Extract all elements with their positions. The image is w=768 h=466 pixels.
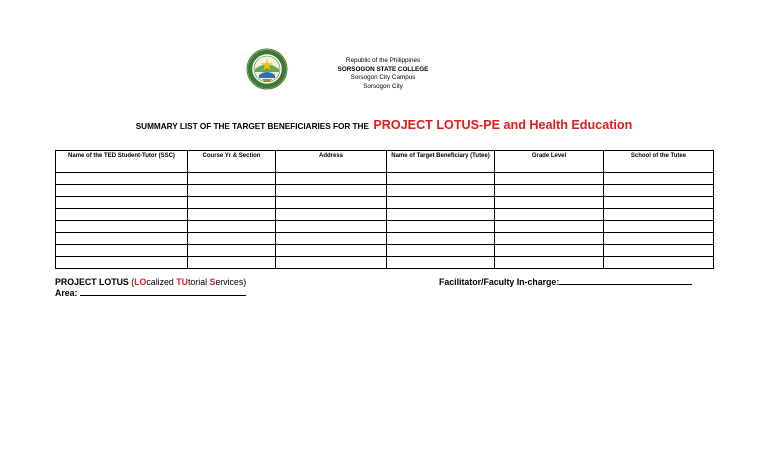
column-header-address: Address	[276, 151, 387, 173]
beneficiaries-table	[55, 150, 714, 269]
table-cell[interactable]	[495, 245, 604, 257]
project-line	[55, 277, 246, 288]
table-cell[interactable]	[604, 209, 714, 221]
page-title	[0, 116, 768, 134]
table-row	[56, 173, 714, 185]
table-row	[56, 197, 714, 209]
table-cell[interactable]	[387, 197, 495, 209]
table-cell[interactable]	[495, 209, 604, 221]
table-cell[interactable]	[188, 245, 276, 257]
table-cell[interactable]	[56, 257, 188, 269]
area-blank-line[interactable]	[80, 295, 246, 296]
table-cell[interactable]	[495, 233, 604, 245]
table-row	[56, 257, 714, 269]
paren-open: (	[128, 277, 135, 287]
table-cell[interactable]	[276, 209, 387, 221]
table-cell[interactable]	[604, 257, 714, 269]
table-row	[56, 185, 714, 197]
city-line: Sorsogon City	[363, 82, 403, 90]
table-cell[interactable]	[387, 221, 495, 233]
table-cell[interactable]	[276, 197, 387, 209]
acronym-tu: TU	[176, 277, 188, 287]
table-cell[interactable]	[604, 185, 714, 197]
table-cell[interactable]	[387, 245, 495, 257]
table-cell[interactable]	[56, 173, 188, 185]
column-header-course: Course Yr & Section	[188, 151, 276, 173]
table-cell[interactable]	[56, 233, 188, 245]
table-cell[interactable]	[276, 185, 387, 197]
table-cell[interactable]	[604, 245, 714, 257]
table-cell[interactable]	[188, 185, 276, 197]
table-cell[interactable]	[56, 245, 188, 257]
table-cell[interactable]	[387, 185, 495, 197]
table-cell[interactable]	[276, 245, 387, 257]
table-cell[interactable]	[604, 197, 714, 209]
table-cell[interactable]	[604, 173, 714, 185]
facilitator-line	[439, 277, 692, 288]
table-cell[interactable]	[56, 209, 188, 221]
table-cell[interactable]	[188, 221, 276, 233]
table-cell[interactable]	[56, 221, 188, 233]
table-cell[interactable]	[387, 209, 495, 221]
institution-header	[318, 57, 448, 91]
facilitator-label: Facilitator/Faculty In-charge:	[439, 277, 560, 287]
table-cell[interactable]	[495, 221, 604, 233]
table-header-row	[56, 151, 714, 173]
table-cell[interactable]	[387, 257, 495, 269]
table-cell[interactable]	[188, 209, 276, 221]
word-calized: calized	[146, 277, 177, 287]
word-torial: torial	[187, 277, 210, 287]
table-cell[interactable]	[387, 173, 495, 185]
acronym-lo: LO	[134, 277, 147, 287]
table-cell[interactable]	[188, 197, 276, 209]
column-header-beneficiary: Name of Target Beneficiary (Tutee)	[387, 151, 495, 173]
table-cell[interactable]	[56, 185, 188, 197]
word-ervices: ervices	[215, 277, 244, 287]
column-header-grade: Grade Level	[495, 151, 604, 173]
table-cell[interactable]	[276, 221, 387, 233]
table-cell[interactable]	[387, 233, 495, 245]
title-project: PROJECT LOTUS-PE and Health Education	[373, 118, 633, 132]
area-line	[55, 288, 246, 299]
facilitator-blank-line[interactable]	[559, 284, 692, 285]
college-seal-icon	[246, 48, 288, 90]
column-header-school: School of the Tutee	[604, 151, 714, 173]
table-row	[56, 245, 714, 257]
table-cell[interactable]	[188, 173, 276, 185]
campus-line: Sorsogon City Campus	[350, 74, 416, 82]
paren-close: )	[243, 277, 247, 287]
acronym-s: S	[209, 277, 216, 287]
table-body	[56, 173, 714, 269]
table-cell[interactable]	[495, 197, 604, 209]
table-cell[interactable]	[495, 185, 604, 197]
table-cell[interactable]	[604, 221, 714, 233]
table-cell[interactable]	[495, 173, 604, 185]
table-row	[56, 221, 714, 233]
project-label: PROJECT LOTUS	[55, 277, 129, 287]
footer-project	[55, 277, 246, 299]
table-row	[56, 209, 714, 221]
table-cell[interactable]	[495, 257, 604, 269]
table-cell[interactable]	[276, 257, 387, 269]
area-label: Area:	[55, 288, 78, 298]
table-cell[interactable]	[188, 233, 276, 245]
column-header-tutor: Name of the TED Student-Tutor (SSC)	[56, 151, 188, 173]
table-cell[interactable]	[188, 257, 276, 269]
table-cell[interactable]	[56, 197, 188, 209]
table-row	[56, 233, 714, 245]
title-prefix: SUMMARY LIST OF THE TARGET BENEFICIARIES FOR THE	[135, 122, 369, 131]
table-cell[interactable]	[604, 233, 714, 245]
table-cell[interactable]	[276, 233, 387, 245]
college-name: SORSOGON STATE COLLEGE	[337, 65, 429, 73]
table-cell[interactable]	[276, 173, 387, 185]
country-line: Republic of the Philippines	[345, 57, 421, 64]
